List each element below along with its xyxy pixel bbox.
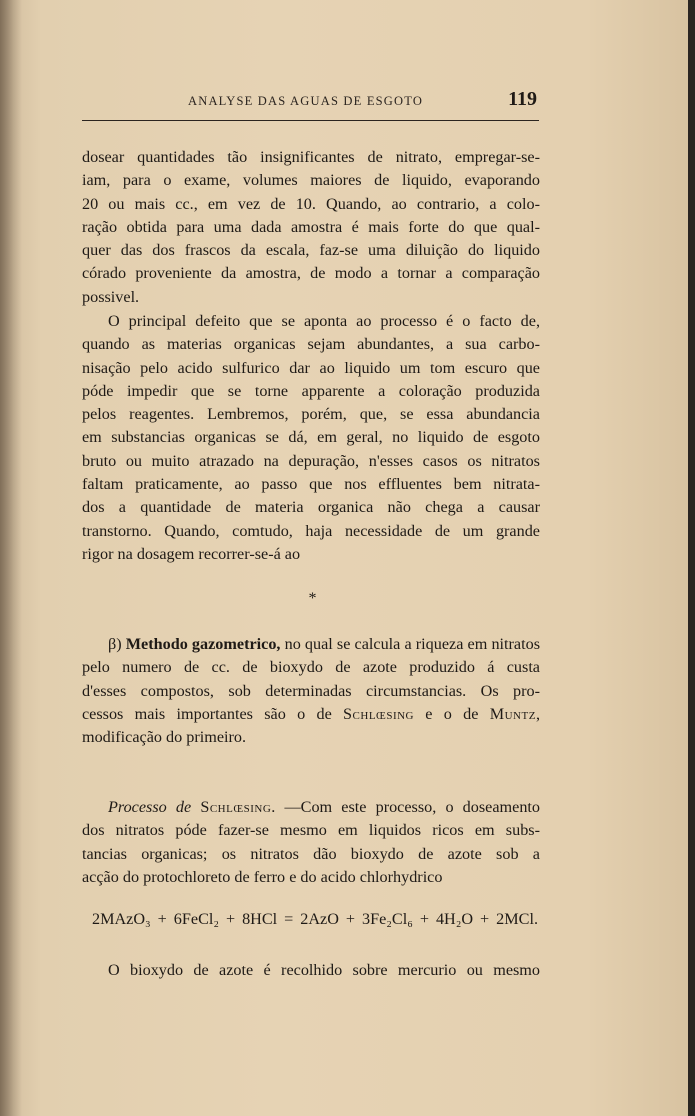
paragraph-4 <box>82 796 540 889</box>
text-line: póde impedir que se torne apparente a coloração produzida <box>82 381 540 400</box>
header-rule <box>82 120 539 121</box>
text-fragment: no qual se calcula a riqueza em nitratos <box>280 635 540 653</box>
text-line: dosear quantidades tão insignificantes de nitrato, empregar-se- <box>82 148 540 166</box>
section-separator: * <box>308 590 317 607</box>
text-line: quer das dos frascos da escala, faz-se uma diluição do liquido <box>82 241 540 260</box>
paragraph-1 <box>82 146 540 309</box>
text-line: córado proveniente da amostra, de modo a tornar a comparação <box>82 264 540 283</box>
author-name: Muntz <box>489 704 536 723</box>
section-marker: β) <box>108 635 126 653</box>
text-line: rigor na dosagem recorrer-se-á ao <box>82 544 301 563</box>
text-line: acção do protochloreto de ferro e do acido chlorhydrico <box>82 867 443 886</box>
page-header <box>82 88 539 118</box>
chemical-equation: 2MAzO₃ + 6FeCl₂ + 8HCl = 2AzO + 3Fe₂Cl₆ + 4H₂O + 2MCl. <box>92 910 538 928</box>
text-line: possivel. <box>82 287 140 306</box>
text-line: 20 ou mais cc., em vez de 10. Quando, ao contrario, a colo- <box>82 194 540 213</box>
text-line: tancias organicas; os nitratos dão bioxydo de azote sob a <box>82 844 540 863</box>
text-line: ração obtida para uma dada amostra é mais forte do que qual- <box>82 217 540 236</box>
text-line: iam, para o exame, volumes maiores de liquido, evaporando <box>82 171 540 190</box>
text-line: quando as materias organicas sejam abundantes, a sua carbo- <box>82 335 540 354</box>
text-line: transtorno. Quando, comtudo, haja necessidade de um grande <box>82 521 540 540</box>
text-line <box>82 633 540 656</box>
author-name: Schlœsing <box>200 798 272 816</box>
text-line: em substancias organicas se dá, em geral, no liquido de esgoto <box>82 428 540 447</box>
paragraph-5 <box>82 959 540 982</box>
text-line: pelos reagentes. Lembremos, porém, que, se essa abundancia <box>82 405 540 424</box>
text-line: bruto ou muito atrazado na depuração, n'esses casos os nitratos <box>82 451 540 470</box>
text-line: d'esses compostos, sob determinadas circumstancias. Os pro- <box>82 681 540 700</box>
paragraph-2 <box>82 310 540 566</box>
text-line <box>82 796 540 819</box>
text-line: O bioxydo de azote é recolhido sobre mercurio ou mesmo <box>108 961 540 979</box>
text-line: O principal defeito que se aponta ao processo é o facto de, <box>108 312 540 330</box>
page-number: 119 <box>508 88 537 110</box>
text-fragment: , <box>535 704 540 723</box>
process-heading: Processo de <box>108 798 201 816</box>
text-line: nisação pelo acido sulfurico dar ao liquido um tom escuro que <box>82 358 540 377</box>
author-name: Schlœsing <box>343 704 414 723</box>
text-line: faltam praticamente, ao passo que nos effluentes bem nitrata- <box>82 475 540 494</box>
text-fragment: cessos mais importantes são o de <box>82 704 344 723</box>
text-fragment: . —Com este processo, o doseamento <box>271 798 540 816</box>
text-line: dos nitratos póde fazer-se mesmo em liquidos ricos em subs- <box>82 821 540 840</box>
running-head: ANALYSE DAS AGUAS DE ESGOTO <box>188 94 424 108</box>
text-line: dos a quantidade de materia organica não chega a causar <box>82 498 540 517</box>
text-line: modificação do primeiro. <box>82 728 247 747</box>
page-gutter-shadow <box>0 0 22 1116</box>
text-line <box>82 703 540 726</box>
paragraph-3 <box>82 633 540 749</box>
text-fragment: e o de <box>414 704 490 723</box>
method-heading: Methodo gazometrico, <box>125 635 281 653</box>
text-line: pelo numero de cc. de bioxydo de azote produzido á custa <box>82 658 540 677</box>
